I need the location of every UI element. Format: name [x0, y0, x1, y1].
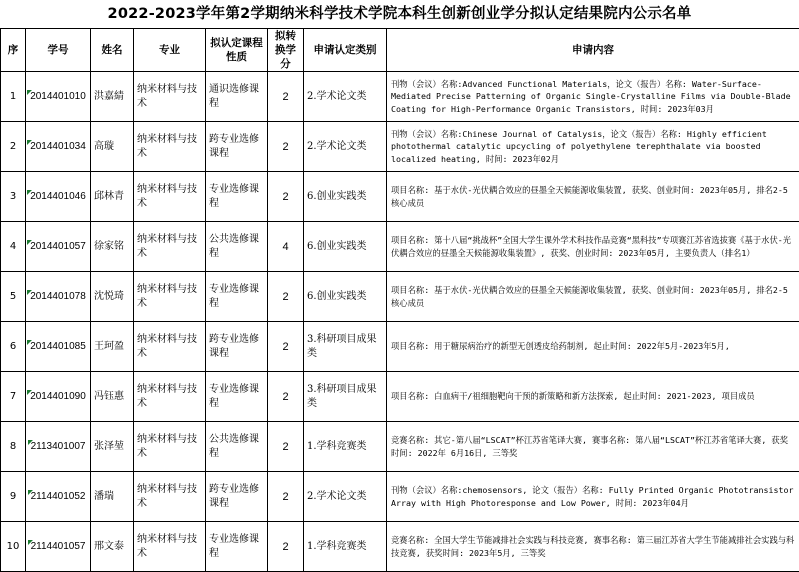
cell-credit[interactable]: 2	[268, 372, 304, 422]
cell-idx[interactable]: 7	[1, 372, 26, 422]
header-student-id: 学号	[26, 29, 91, 72]
cell-category[interactable]: 6.创业实践类	[304, 222, 387, 272]
cell-category[interactable]: 6.创业实践类	[304, 272, 387, 322]
cell-idx[interactable]: 3	[1, 172, 26, 222]
cell-credit[interactable]: 4	[268, 222, 304, 272]
cell-course-nature[interactable]: 跨专业选修课程	[206, 122, 268, 172]
header-category: 申请认定类别	[304, 29, 387, 72]
cell-student-id[interactable]: 2014401057	[26, 222, 91, 272]
cell-idx[interactable]: 10	[1, 522, 26, 572]
cell-name[interactable]: 冯钰惠	[91, 372, 134, 422]
cell-name[interactable]: 沈悦琦	[91, 272, 134, 322]
cell-category[interactable]: 3.科研项目成果类	[304, 372, 387, 422]
cell-content[interactable]: 刊物（会议）名称:Advanced Functional Materials，论文（报告）名称: Water-Surface-Mediated Precise Patterning of Organic Single-Crystalline Films via Double-Blade Coating for High-Performance Organic Transistors, 时间: 2023年03月	[387, 72, 799, 122]
cell-course-nature[interactable]: 公共选修课程	[206, 422, 268, 472]
table-row	[1, 422, 799, 472]
cell-content[interactable]: 项目名称: 第十八届“挑战杯”全国大学生课外学术科技作品竞赛“黑科技”专项赛江苏省选拔赛《基于水伏-光伏耦合效应的昼墨全天候能源收集装置》, 获奖、创业时间: 2023年05月, 主要负责人（排名1）	[387, 222, 799, 272]
header-credit: 拟转换学分	[268, 29, 304, 72]
cell-major[interactable]: 纳米材料与技术	[134, 322, 206, 372]
cell-course-nature[interactable]: 专业选修课程	[206, 272, 268, 322]
cell-name[interactable]: 洪嘉綪	[91, 72, 134, 122]
cell-course-nature[interactable]: 专业选修课程	[206, 172, 268, 222]
header-name: 姓名	[91, 29, 134, 72]
cell-course-nature[interactable]: 专业选修课程	[206, 522, 268, 572]
header-course-nature: 拟认定课程性质	[206, 29, 268, 72]
cell-idx[interactable]: 1	[1, 72, 26, 122]
cell-course-nature[interactable]: 通识选修课程	[206, 72, 268, 122]
cell-course-nature[interactable]: 公共选修课程	[206, 222, 268, 272]
cell-content[interactable]: 项目名称: 基于水伏-光伏耦合效应的昼墨全天候能源收集装置, 获奖、创业时间: 2023年05月, 排名2-5核心成员	[387, 272, 799, 322]
cell-course-nature[interactable]: 专业选修课程	[206, 372, 268, 422]
cell-content[interactable]: 竞赛名称: 其它-第八届“LSCAT”杯江苏省笔译大赛, 赛事名称: 第八届“LSCAT”杯江苏省笔译大赛, 获奖时间: 2022年 6月16日, 三等奖	[387, 422, 799, 472]
cell-name[interactable]: 潘瑞	[91, 472, 134, 522]
table-row	[1, 172, 799, 222]
table-row	[1, 222, 799, 272]
cell-student-id[interactable]: 2114401052	[26, 472, 91, 522]
cell-marker-icon	[27, 140, 32, 145]
cell-major[interactable]: 纳米材料与技术	[134, 72, 206, 122]
cell-category[interactable]: 6.创业实践类	[304, 172, 387, 222]
table-row	[1, 522, 799, 572]
cell-marker-icon	[27, 190, 32, 195]
cell-marker-icon	[28, 540, 33, 545]
table-row	[1, 372, 799, 422]
cell-category[interactable]: 2.学术论文类	[304, 472, 387, 522]
cell-major[interactable]: 纳米材料与技术	[134, 172, 206, 222]
cell-idx[interactable]: 4	[1, 222, 26, 272]
header-row	[1, 29, 799, 72]
cell-major[interactable]: 纳米材料与技术	[134, 422, 206, 472]
cell-major[interactable]: 纳米材料与技术	[134, 222, 206, 272]
cell-idx[interactable]: 2	[1, 122, 26, 172]
cell-marker-icon	[27, 390, 32, 395]
cell-content[interactable]: 项目名称: 白血病干/祖细胞靶向干预的新策略和新方法探索, 起止时间: 2021-2023, 项目成员	[387, 372, 799, 422]
cell-name[interactable]: 高璇	[91, 122, 134, 172]
cell-category[interactable]: 3.科研项目成果类	[304, 322, 387, 372]
cell-credit[interactable]: 2	[268, 522, 304, 572]
cell-content[interactable]: 刊物（会议）名称:chemosensors, 论文（报告）名称: Fully Printed Organic Phototransistor Array with High Photoresponse and Low Power, 时间: 2023年04月	[387, 472, 799, 522]
cell-category[interactable]: 2.学术论文类	[304, 72, 387, 122]
cell-idx[interactable]: 5	[1, 272, 26, 322]
cell-major[interactable]: 纳米材料与技术	[134, 372, 206, 422]
table-row	[1, 72, 799, 122]
result-table	[0, 28, 799, 572]
cell-marker-icon	[28, 490, 33, 495]
table-row	[1, 322, 799, 372]
cell-idx[interactable]: 6	[1, 322, 26, 372]
cell-student-id[interactable]: 2014401085	[26, 322, 91, 372]
cell-marker-icon	[27, 90, 32, 95]
cell-marker-icon	[28, 440, 33, 445]
cell-credit[interactable]: 2	[268, 172, 304, 222]
cell-course-nature[interactable]: 跨专业选修课程	[206, 322, 268, 372]
cell-name[interactable]: 邢文泰	[91, 522, 134, 572]
table-row	[1, 122, 799, 172]
cell-student-id[interactable]: 2114401057	[26, 522, 91, 572]
cell-idx[interactable]: 9	[1, 472, 26, 522]
cell-name[interactable]: 邱林青	[91, 172, 134, 222]
cell-student-id[interactable]: 2014401034	[26, 122, 91, 172]
cell-category[interactable]: 2.学术论文类	[304, 122, 387, 172]
cell-student-id[interactable]: 2014401046	[26, 172, 91, 222]
sheet-title: 2022-2023学年第2学期纳米科学技术学院本科生创新创业学分拟认定结果院内公示名单	[0, 0, 799, 28]
cell-credit[interactable]: 2	[268, 122, 304, 172]
header-idx: 序	[1, 29, 26, 72]
table-row	[1, 272, 799, 322]
cell-student-id[interactable]: 2014401090	[26, 372, 91, 422]
cell-marker-icon	[27, 240, 32, 245]
cell-content[interactable]: 项目名称: 用于糖尿病治疗的新型无创透皮给药制剂, 起止时间: 2022年5月-2023年5月,	[387, 322, 799, 372]
cell-credit[interactable]: 2	[268, 422, 304, 472]
cell-marker-icon	[27, 290, 32, 295]
header-major: 专业	[134, 29, 206, 72]
cell-major[interactable]: 纳米材料与技术	[134, 272, 206, 322]
cell-content[interactable]: 刊物（会议）名称:Chinese Journal of Catalysis，论文（报告）名称: Highly efficient photothermal catalytic upcycling of polyethylene terephthalate via boosted localized heating, 时间: 2023年02月	[387, 122, 799, 172]
cell-major[interactable]: 纳米材料与技术	[134, 522, 206, 572]
cell-content[interactable]: 项目名称: 基于水伏-光伏耦合效应的昼墨全天候能源收集装置, 获奖、创业时间: 2023年05月, 排名2-5核心成员	[387, 172, 799, 222]
cell-credit[interactable]: 2	[268, 322, 304, 372]
cell-student-id[interactable]: 2113401007	[26, 422, 91, 472]
cell-category[interactable]: 1.学科竞赛类	[304, 522, 387, 572]
cell-content[interactable]: 竞赛名称: 全国大学生节能减排社会实践与科技竞赛, 赛事名称: 第三届江苏省大学生节能减排社会实践与科技竞赛, 获奖时间: 2023年5月, 三等奖	[387, 522, 799, 572]
cell-credit[interactable]: 2	[268, 472, 304, 522]
cell-name[interactable]: 张泽堃	[91, 422, 134, 472]
cell-name[interactable]: 徐家铭	[91, 222, 134, 272]
cell-student-id[interactable]: 2014401010	[26, 72, 91, 122]
cell-idx[interactable]: 8	[1, 422, 26, 472]
header-content: 申请内容	[387, 29, 799, 72]
cell-student-id[interactable]: 2014401078	[26, 272, 91, 322]
cell-category[interactable]: 1.学科竞赛类	[304, 422, 387, 472]
cell-credit[interactable]: 2	[268, 272, 304, 322]
cell-credit[interactable]: 2	[268, 72, 304, 122]
cell-major[interactable]: 纳米材料与技术	[134, 472, 206, 522]
cell-course-nature[interactable]: 跨专业选修课程	[206, 472, 268, 522]
cell-name[interactable]: 王珂盈	[91, 322, 134, 372]
cell-marker-icon	[27, 340, 32, 345]
table-row	[1, 472, 799, 522]
cell-major[interactable]: 纳米材料与技术	[134, 122, 206, 172]
